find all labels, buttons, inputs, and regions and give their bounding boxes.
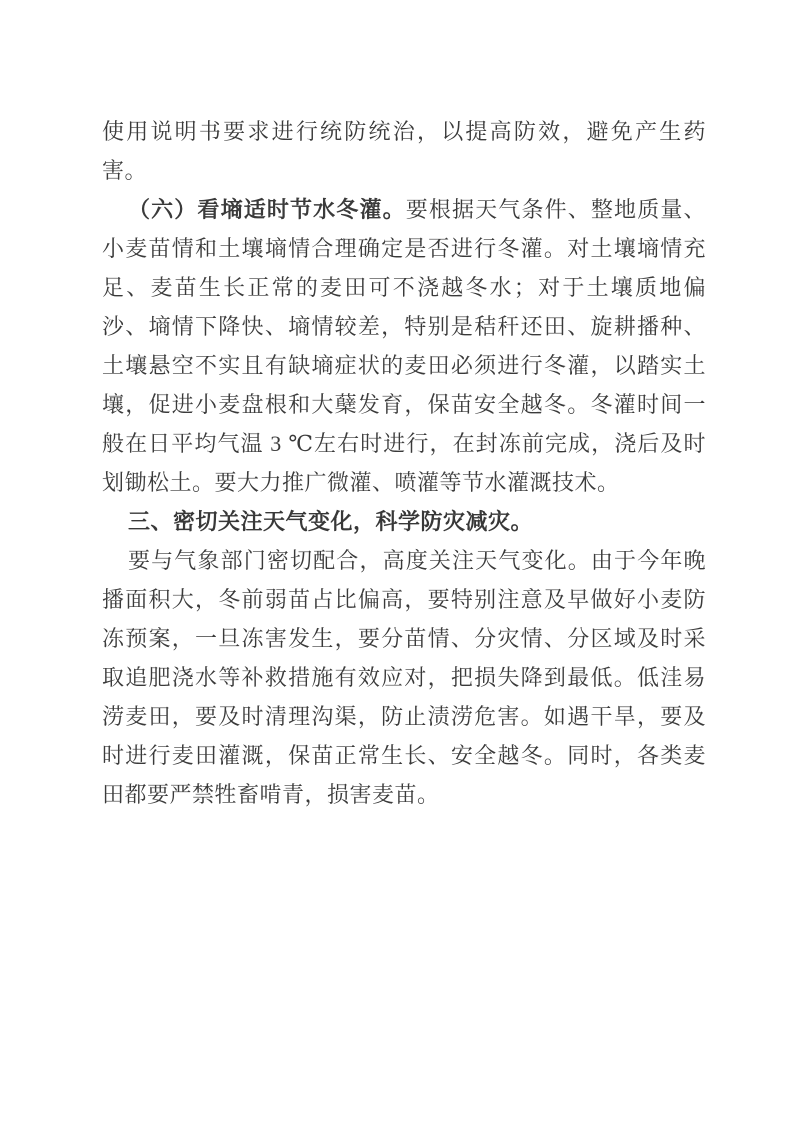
document-text-block	[102, 112, 706, 814]
paragraph-weather-response	[102, 541, 706, 814]
paragraph-continuation	[102, 112, 706, 190]
paragraph-text: 要根据天气条件、整地质量、小麦苗情和土壤墒情合理确定是否进行冬灌。对土壤墒情充足、麦苗生长正常的麦田可不浇越冬水；对于土壤质地偏沙、墒情下降快、墒情较差，特别是秸秆还田、旋耕播种、土壤悬空不实且有缺墒症状的麦田必须进行冬灌，以踏实土壤，促进小麦盘根和大蘖发育，保苗安全越冬。冬灌时间一般在日平均气温 3 ℃左右时进行，在封冻前完成，浇后及时划锄松土。要大力推广微灌、喷灌等节水灌溉技术。	[102, 197, 706, 495]
paragraph-text: 要与气象部门密切配合，高度关注天气变化。由于今年晚播面积大，冬前弱苗占比偏高，要特别注意及早做好小麦防冻预案，一旦冻害发生，要分苗情、分灾情、分区域及时采取追肥浇水等补救措施有效应对，把损失降到最低。低洼易涝麦田，要及时清理沟渠，防止渍涝危害。如遇干旱，要及时进行麦田灌溉，保苗正常生长、安全越冬。同时，各类麦田都要严禁牲畜啃青，损害麦苗。	[102, 548, 706, 807]
paragraph-text: 使用说明书要求进行统防统治，以提高防效，避免产生药害。	[102, 119, 706, 183]
paragraph-lead-bold: （六）看墒适时节水冬灌。	[128, 197, 406, 222]
paragraph-winter-irrigation	[102, 190, 706, 502]
section-heading-weather-disaster: 三、密切关注天气变化，科学防灾减灾。	[128, 509, 534, 534]
